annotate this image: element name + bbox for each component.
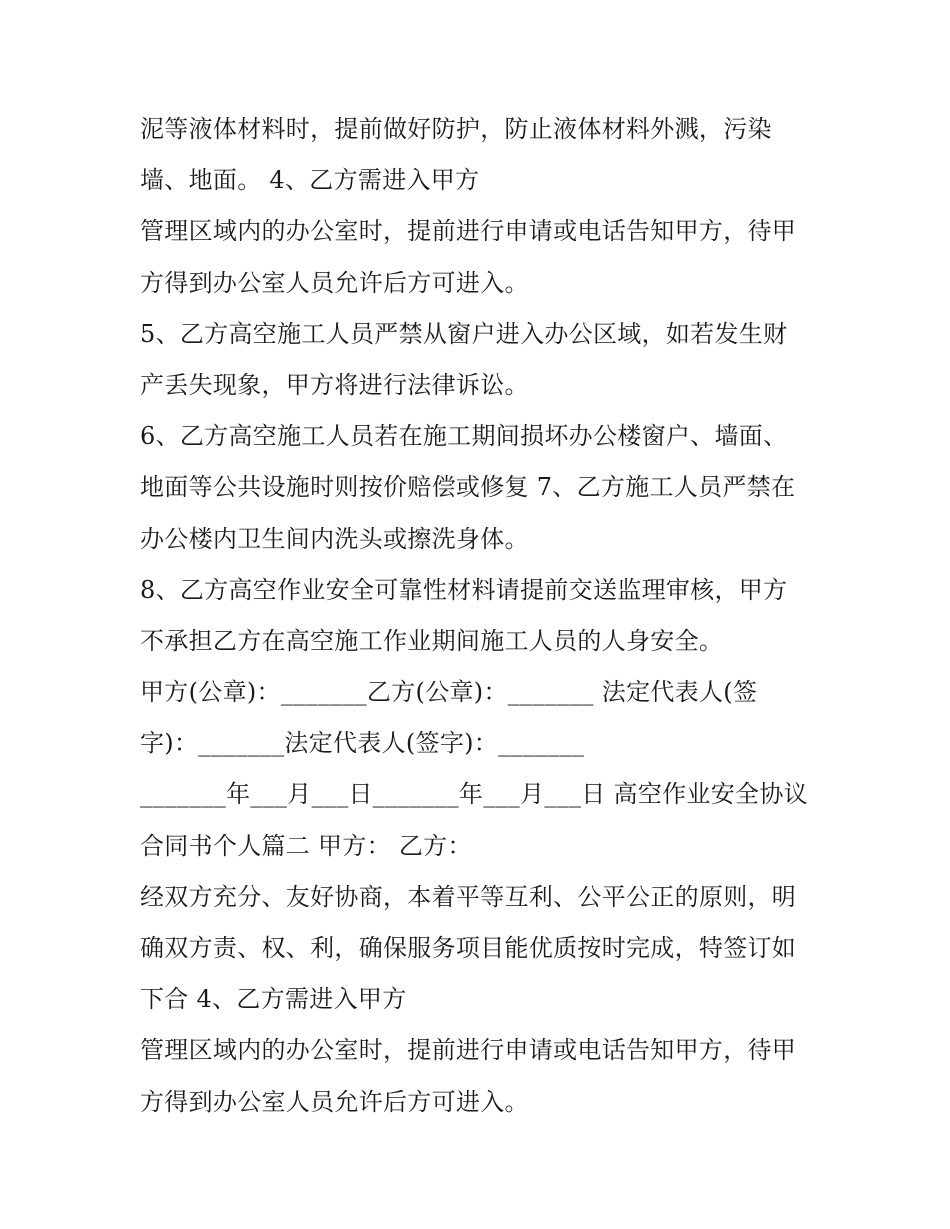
text-line: 方得到办公室人员允许后方可进入。: [140, 268, 529, 297]
document-body: [140, 104, 830, 1128]
text-line: 经双方充分、友好协商，本着平等互利、公平公正的原则，明: [140, 882, 797, 911]
text-line: 管理区域内的办公室时，提前进行申请或电话告知甲方，待甲: [140, 1036, 797, 1065]
text-line: 地面等公共设施时则按价赔偿或修复 7、乙方施工人员严禁在: [140, 473, 796, 502]
signature-line: 字)：_______法定代表人(签字)：_______: [140, 729, 585, 758]
text-line: 6、乙方高空施工人员若在施工期间损坏办公楼窗户、墙面、: [140, 422, 788, 451]
date-line: _______年___月___日_______年___月___日 高空作业安全协议: [140, 780, 808, 809]
text-line: 确双方责、权、利，确保服务项目能优质按时完成，特签订如: [140, 934, 797, 962]
text-line: 墙、地面。 4、乙方需进入甲方: [140, 166, 480, 195]
signature-line: 甲方(公章)：_______乙方(公章)：_______ 法定代表人(签: [140, 678, 758, 707]
text-line: 合同书个人篇二 甲方： 乙方：: [140, 831, 472, 860]
text-line: 下合 4、乙方需进入甲方: [140, 985, 407, 1014]
text-line: 管理区域内的办公室时，提前进行申请或电话告知甲方，待甲: [140, 217, 797, 246]
text-line: 办公楼内卫生间内洗头或擦洗身体。: [140, 524, 529, 553]
text-line: 产丢失现象，甲方将进行法律诉讼。: [140, 370, 529, 399]
text-line: 方得到办公室人员允许后方可进入。: [140, 1087, 529, 1116]
text-line: 8、乙方高空作业安全可靠性材料请提前交送监理审核，甲方: [140, 575, 788, 604]
text-line: 5、乙方高空施工人员严禁从窗户进入办公区域，如若发生财: [140, 319, 788, 348]
text-line: 不承担乙方在高空施工作业期间施工人员的人身安全。: [140, 626, 724, 655]
text-line: 泥等液体材料时，提前做好防护，防止液体材料外溅，污染: [140, 115, 772, 143]
